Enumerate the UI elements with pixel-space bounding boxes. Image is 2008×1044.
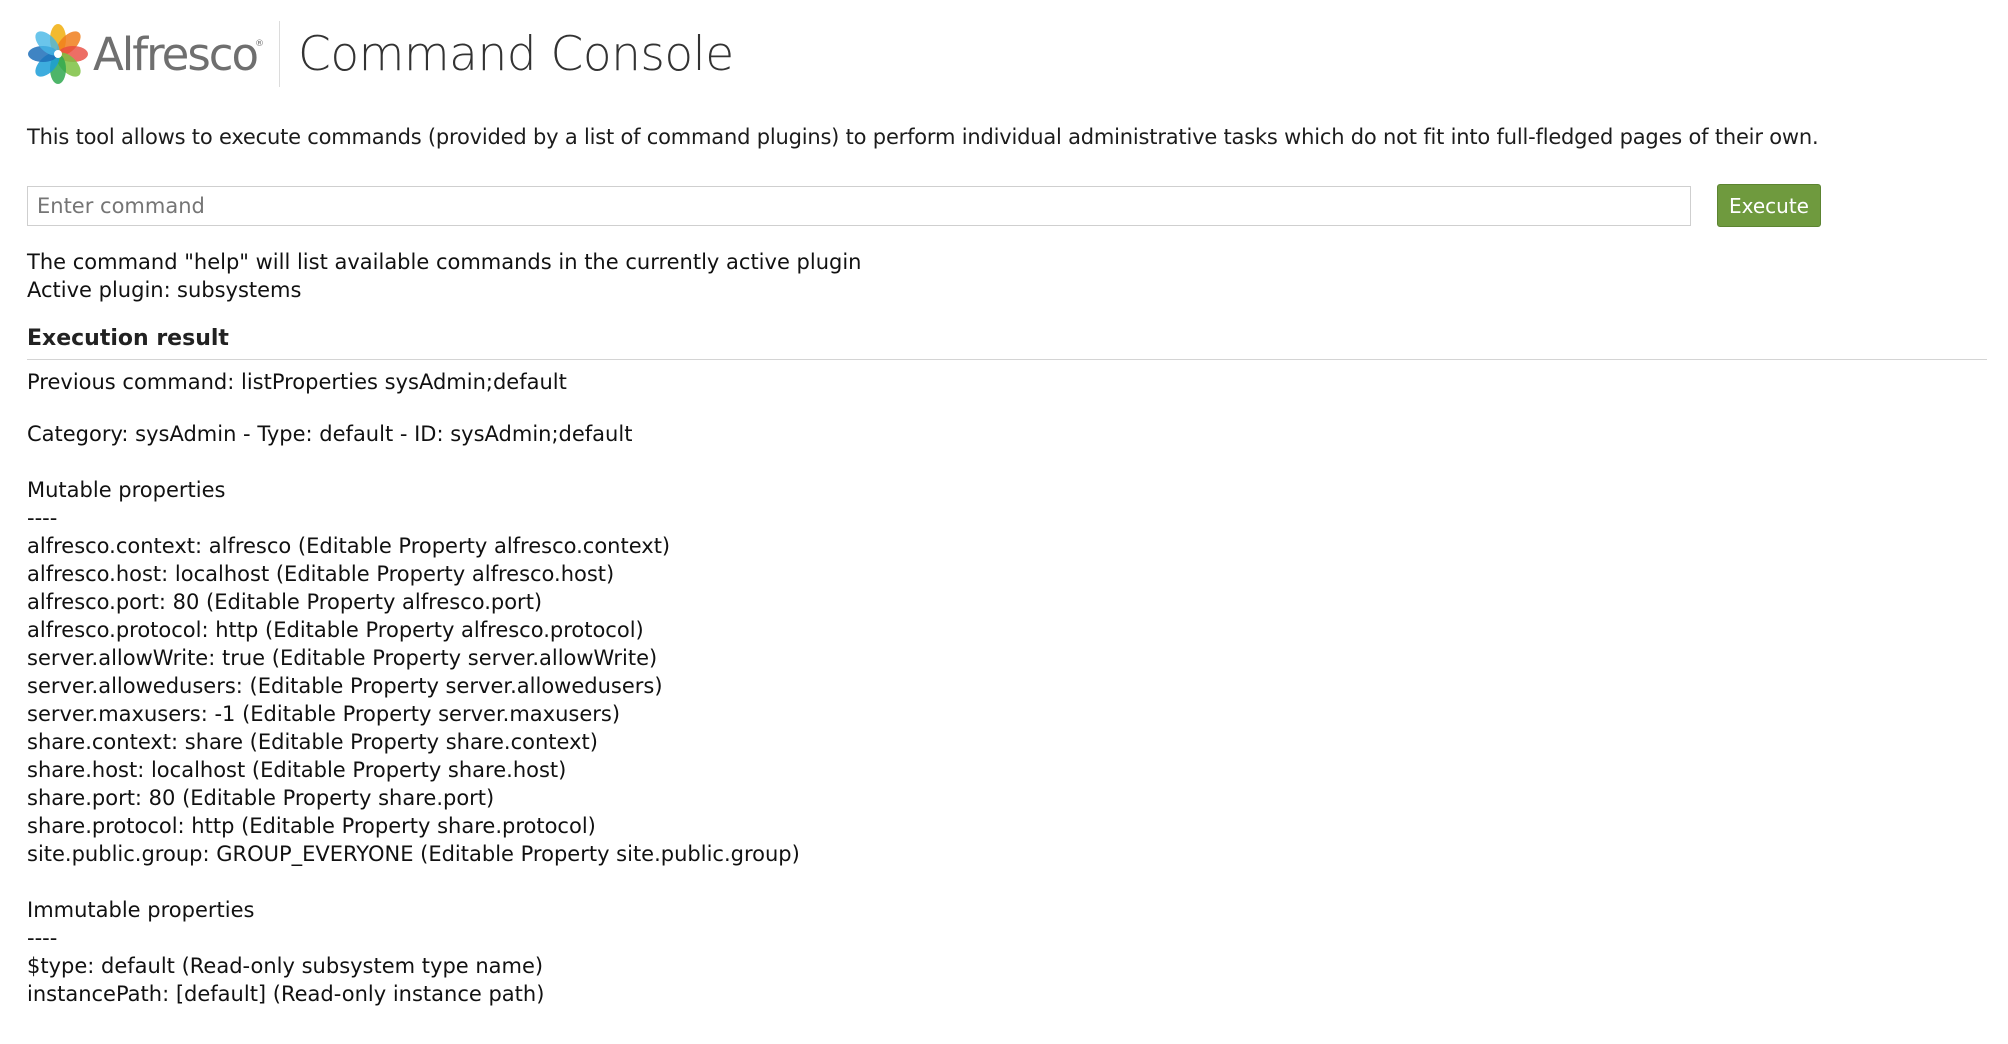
mutable-properties-heading: Mutable properties [27, 478, 226, 502]
property-line: share.host: localhost (Editable Property share.host) [27, 758, 567, 782]
property-line: $type: default (Read-only subsystem type name) [27, 954, 544, 978]
property-line: server.allowWrite: true (Editable Property server.allowWrite) [27, 646, 658, 670]
category-line: Category: sysAdmin - Type: default - ID: sysAdmin;default [27, 422, 633, 446]
logo-wordmark [93, 27, 265, 81]
alfresco-flower-icon [27, 23, 89, 85]
page-header [27, 18, 734, 90]
header-divider [279, 21, 280, 87]
previous-command-label: Previous command: [27, 370, 235, 394]
intro-description: This tool allows to execute commands (provided by a list of command plugins) to perform individual administrative tasks which do not fit into full-fledged pages of their own. [27, 125, 1819, 149]
property-line: alfresco.context: alfresco (Editable Property alfresco.context) [27, 534, 671, 558]
execution-output [27, 420, 800, 1008]
help-hint: The command "help" will list available commands in the currently active plugin [27, 250, 862, 274]
property-line: alfresco.protocol: http (Editable Property alfresco.protocol) [27, 618, 644, 642]
active-plugin-label: Active plugin: [27, 278, 171, 302]
active-plugin-value: subsystems [177, 278, 302, 302]
section-divider [27, 359, 1987, 360]
property-line: alfresco.port: 80 (Editable Property alfresco.port) [27, 590, 543, 614]
blank-line [27, 448, 800, 476]
command-input[interactable] [27, 186, 1691, 226]
property-line: site.public.group: GROUP_EVERYONE (Editable Property site.public.group) [27, 842, 800, 866]
property-line: share.protocol: http (Editable Property share.protocol) [27, 814, 596, 838]
property-line: share.port: 80 (Editable Property share.port) [27, 786, 495, 810]
property-line: alfresco.host: localhost (Editable Property alfresco.host) [27, 562, 615, 586]
active-plugin-row [27, 276, 861, 304]
execute-button[interactable]: Execute [1717, 184, 1821, 227]
alfresco-logo [27, 23, 265, 85]
property-line: server.maxusers: -1 (Editable Property server.maxusers) [27, 702, 621, 726]
previous-command-value: listProperties sysAdmin;default [241, 370, 567, 394]
property-line: instancePath: [default] (Read-only instance path) [27, 982, 545, 1006]
logo-wordmark-text: Alfresco [93, 27, 258, 81]
property-line: server.allowedusers: (Editable Property server.allowedusers) [27, 674, 663, 698]
help-info [27, 248, 861, 304]
page-title: Command Console [298, 26, 734, 82]
property-line: share.context: share (Editable Property share.context) [27, 730, 598, 754]
immutable-properties-heading: Immutable properties [27, 898, 255, 922]
execution-result-heading: Execution result [27, 326, 229, 351]
previous-command-row [27, 370, 567, 394]
command-form [27, 184, 1821, 227]
immutable-separator: ---- [27, 926, 58, 950]
blank-line [27, 868, 800, 896]
mutable-separator: ---- [27, 506, 58, 530]
logo-trademark: ® [255, 38, 265, 49]
